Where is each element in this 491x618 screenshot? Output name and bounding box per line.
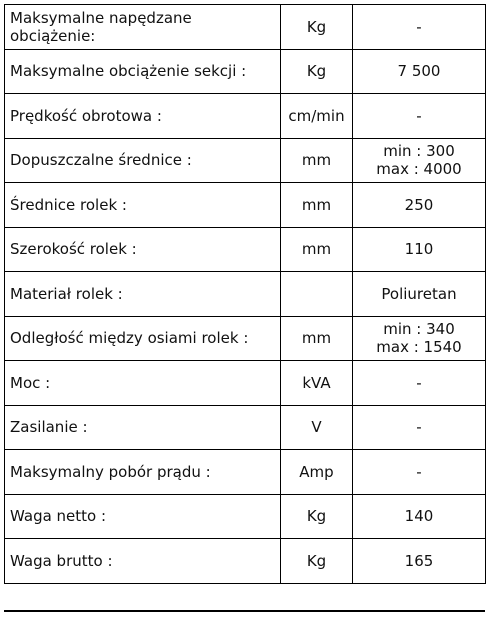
- spec-unit: mm: [281, 227, 353, 272]
- spec-value-line: Poliuretan: [381, 284, 457, 303]
- spec-label: Waga netto :: [5, 494, 281, 539]
- spec-label: Prędkość obrotowa :: [5, 94, 281, 139]
- spec-unit: Kg: [281, 539, 353, 584]
- spec-value-line: -: [416, 106, 422, 125]
- spec-value: [353, 227, 486, 272]
- spec-value: [353, 361, 486, 406]
- spec-label: Maksymalne obciążenie sekcji :: [5, 49, 281, 94]
- spec-unit: Kg: [281, 49, 353, 94]
- spec-row: [5, 316, 486, 361]
- spec-value-line: 110: [404, 240, 434, 259]
- spec-row: [5, 361, 486, 406]
- spec-value-line: -: [416, 418, 422, 437]
- spec-row: [5, 539, 486, 584]
- spec-value-line: 250: [404, 195, 434, 214]
- spec-value-line: max : 1540: [376, 338, 462, 357]
- spec-label: Zasilanie :: [5, 405, 281, 450]
- spec-unit: cm/min: [281, 94, 353, 139]
- spec-label: Dopuszczalne średnice :: [5, 138, 281, 183]
- spec-unit: kVA: [281, 361, 353, 406]
- spec-row: [5, 450, 486, 495]
- spec-unit: [281, 272, 353, 317]
- spec-label: Średnice rolek :: [5, 183, 281, 228]
- spec-value-line: max : 4000: [376, 160, 462, 179]
- spec-unit: Kg: [281, 5, 353, 50]
- spec-value: [353, 539, 486, 584]
- spec-value-line: -: [416, 373, 422, 392]
- spec-label: Materiał rolek :: [5, 272, 281, 317]
- spec-value-line: 140: [404, 507, 434, 526]
- spec-value: [353, 272, 486, 317]
- spec-value: [353, 405, 486, 450]
- spec-row: [5, 227, 486, 272]
- spec-value: [353, 94, 486, 139]
- spec-label: Szerokość rolek :: [5, 227, 281, 272]
- spec-value: [353, 183, 486, 228]
- spec-unit: V: [281, 405, 353, 450]
- spec-value: [353, 450, 486, 495]
- spec-unit: Amp: [281, 450, 353, 495]
- spec-row: [5, 5, 486, 50]
- spec-value: [353, 494, 486, 539]
- spec-label: Moc :: [5, 361, 281, 406]
- spec-value-line: min : 300: [383, 142, 455, 161]
- spec-unit: mm: [281, 138, 353, 183]
- spec-label: Maksymalne napędzane obciążenie:: [5, 5, 281, 50]
- specifications-table: [4, 4, 486, 584]
- spec-unit: mm: [281, 183, 353, 228]
- spec-row: [5, 138, 486, 183]
- spec-value-line: -: [416, 462, 422, 481]
- spec-label: Waga brutto :: [5, 539, 281, 584]
- spec-label: Odległość między osiami rolek :: [5, 316, 281, 361]
- spec-value-line: min : 340: [383, 320, 455, 339]
- spec-row: [5, 272, 486, 317]
- spec-value: [353, 138, 486, 183]
- spec-value: [353, 316, 486, 361]
- spec-value-line: 7 500: [397, 62, 441, 81]
- spec-value-line: -: [416, 17, 422, 36]
- spec-value-line: 165: [404, 551, 434, 570]
- specifications-table-body: [5, 5, 486, 584]
- spec-row: [5, 183, 486, 228]
- spec-row: [5, 405, 486, 450]
- spec-row: [5, 94, 486, 139]
- spec-value: [353, 5, 486, 50]
- spec-unit: Kg: [281, 494, 353, 539]
- spec-label: Maksymalny pobór prądu :: [5, 450, 281, 495]
- spec-unit: mm: [281, 316, 353, 361]
- spec-row: [5, 49, 486, 94]
- spec-value: [353, 49, 486, 94]
- table-bottom-border: [4, 610, 485, 612]
- spec-row: [5, 494, 486, 539]
